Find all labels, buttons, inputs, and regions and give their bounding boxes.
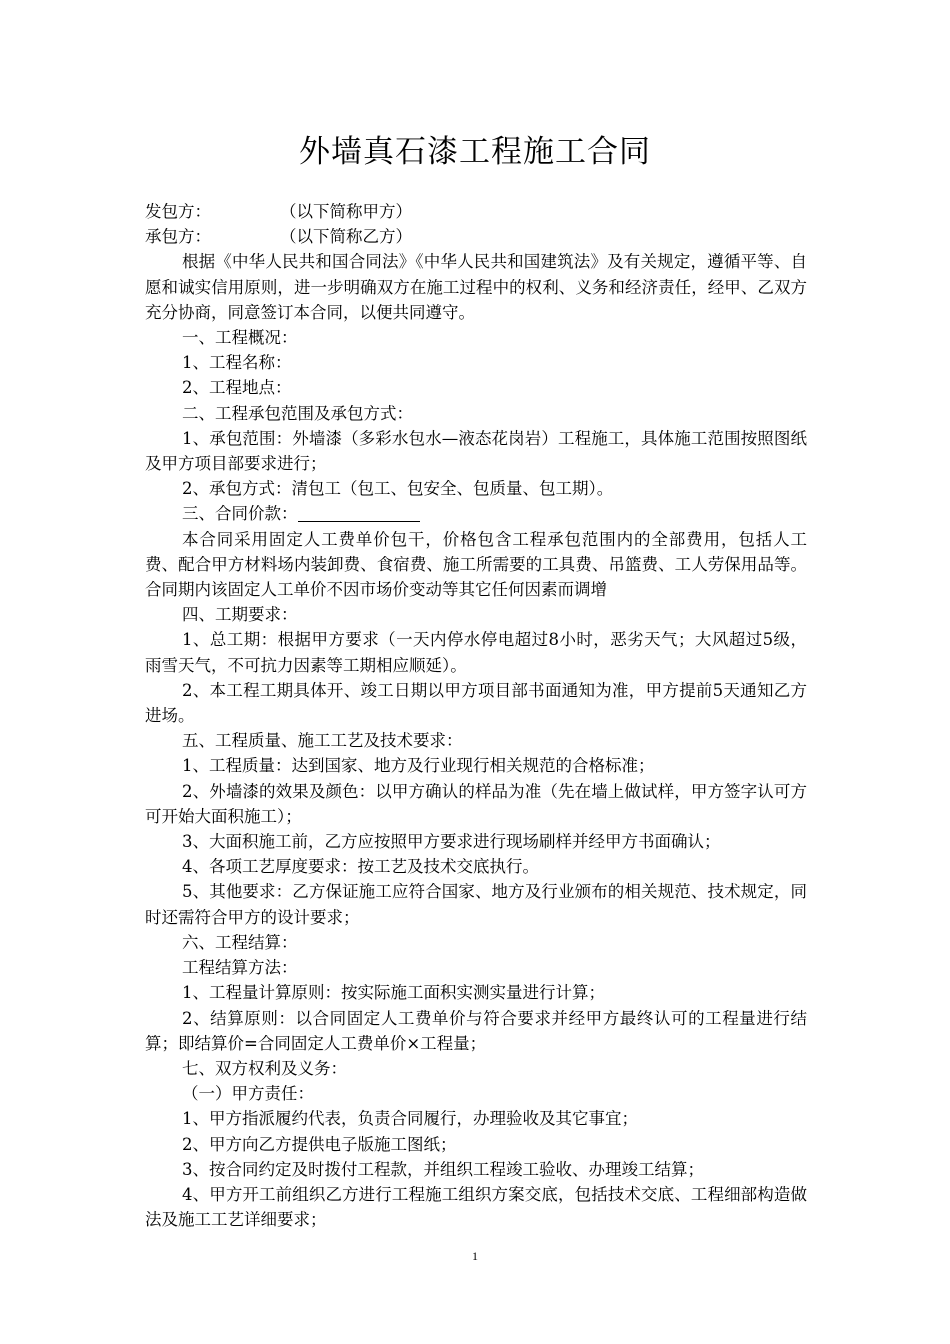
paragraph: 本合同采用固定人工费单价包干，价格包含工程承包范围内的全部费用，包括人工费、配合甲方材料场内装卸费、食宿费、施工所需要的工具费、吊篮费、工人劳保用品等。合同期内该固定人工单价不因市场价变动等其它任何因素而调增 bbox=[145, 529, 807, 600]
section-heading-price bbox=[145, 501, 807, 526]
paragraph: 3、按合同约定及时拨付工程款，并组织工程竣工验收、办理竣工结算； bbox=[182, 1159, 704, 1179]
paragraph: 2、甲方向乙方提供电子版施工图纸； bbox=[182, 1134, 457, 1154]
paragraph: 1、承包范围：外墙漆（多彩水包水—液态花岗岩）工程施工，具体施工范围按照图纸及甲方项目部要求进行； bbox=[145, 428, 807, 474]
paragraph: 工程结算方法： bbox=[182, 958, 298, 978]
section-heading: 四、工期要求： bbox=[182, 605, 298, 625]
page-number: 1 bbox=[472, 1249, 478, 1263]
party-contractor bbox=[145, 224, 807, 249]
paragraph: 2、本工程工期具体开、竣工日期以甲方项目部书面通知为准，甲方提前5天通知乙方进场。 bbox=[145, 680, 807, 726]
paragraph: 1、工程质量：达到国家、地方及行业现行相关规范的合格标准； bbox=[182, 756, 655, 776]
paragraph: 根据《中华人民共和国合同法》《中华人民共和国建筑法》及有关规定，遵循平等、自愿和诚实信用原则，进一步明确双方在施工过程中的权利、义务和经济责任，经甲、乙双方充分协商，同意签订本合同，以便共同遵守。 bbox=[145, 252, 807, 322]
price-label: 三、合同价款： bbox=[182, 504, 298, 524]
paragraph: 2、外墙漆的效果及颜色：以甲方确认的样品为准（先在墙上做试样，甲方签字认可方可开始大面积施工）； bbox=[145, 781, 807, 826]
party-label: 承包方： bbox=[145, 227, 211, 247]
paragraph: 2、承包方式：清包工（包工、包安全、包质量、包工期）。 bbox=[182, 479, 614, 499]
paragraph: 5、其他要求：乙方保证施工应符合国家、地方及行业颁布的相关规范、技术规定，同时还需符合甲方的设计要求； bbox=[145, 882, 807, 927]
party-note: （以下简称乙方） bbox=[280, 227, 412, 247]
section-heading: 六、工程结算： bbox=[182, 932, 298, 952]
contract-body bbox=[145, 199, 807, 1232]
paragraph: 1、甲方指派履约代表，负责合同履行，办理验收及其它事宜； bbox=[182, 1109, 638, 1129]
section-heading: 二、工程承包范围及承包方式： bbox=[182, 403, 413, 423]
party-note: （以下简称甲方） bbox=[280, 202, 412, 221]
party-employer bbox=[145, 199, 807, 224]
paragraph: 4、各项工艺厚度要求：按工艺及技术交底执行。 bbox=[182, 857, 539, 877]
section-heading: 七、双方权利及义务： bbox=[182, 1058, 347, 1078]
party-label: 发包方： bbox=[145, 202, 211, 221]
subsection-heading: （一）甲方责任： bbox=[182, 1084, 314, 1104]
paragraph: 3、大面积施工前，乙方应按照甲方要求进行现场刷样并经甲方书面确认； bbox=[182, 832, 721, 852]
paragraph: 2、工程地点： bbox=[182, 378, 292, 398]
paragraph: 1、总工期：根据甲方要求（一天内停水停电超过8小时，恶劣天气；大风超过5级，雨雪天气，不可抗力因素等工期相应顺延）。 bbox=[145, 630, 807, 675]
document-title: 外墙真石漆工程施工合同 bbox=[299, 134, 651, 170]
paragraph: 1、工程名称： bbox=[182, 353, 292, 373]
paragraph: 2、结算原则：以合同固定人工费单价与符合要求并经甲方最终认可的工程量进行结算；即结算价=合同固定人工费单价×工程量； bbox=[145, 1008, 807, 1053]
paragraph: 4、甲方开工前组织乙方进行工程施工组织方案交底，包括技术交底、工程细部构造做法及施工工艺详细要求； bbox=[145, 1184, 807, 1230]
price-blank-line bbox=[298, 503, 420, 522]
section-heading: 一、工程概况： bbox=[182, 328, 298, 348]
paragraph: 1、工程量计算原则：按实际施工面积实测实量进行计算； bbox=[182, 983, 605, 1003]
section-heading: 五、工程质量、施工工艺及技术要求： bbox=[182, 731, 463, 751]
